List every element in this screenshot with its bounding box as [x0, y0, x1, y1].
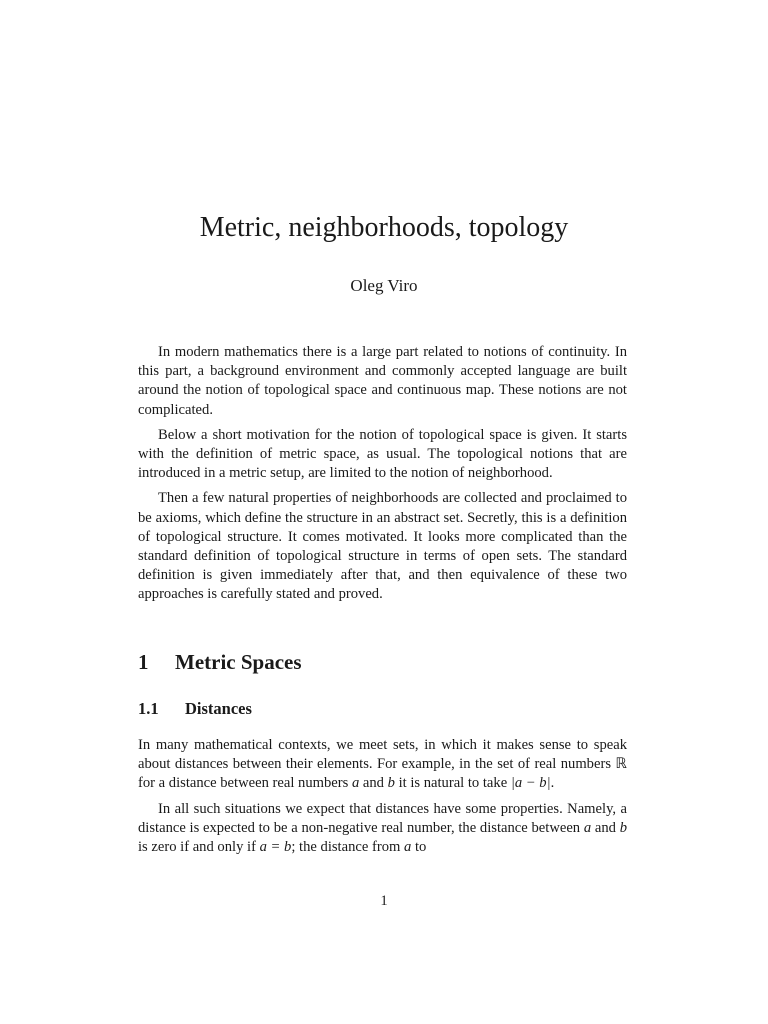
text-run: to: [411, 839, 427, 856]
math-expression: |a − b|: [510, 775, 551, 792]
math-variable: b: [619, 819, 628, 836]
paper-author: Oleg Viro: [350, 276, 418, 295]
text-run: is zero if and only if: [138, 839, 260, 856]
page-number: 1: [380, 893, 388, 909]
paper-title: Metric, neighborhoods, topology: [199, 212, 569, 243]
text-run: ; the distance from: [291, 839, 405, 856]
subsection-title: Distances: [185, 699, 252, 718]
subsection-number: 1.1: [138, 699, 159, 718]
text-run: In all such situations we expect that distances have some properties. Namely, a distance is expected to be a non-negative real number, the distance between: [138, 800, 627, 836]
abstract-paragraph: In modern mathematics there is a large part related to notions of continuity. In this part, a background environment and commonly accepted language are built around the notion of topological space and continuous map. These notions are not complicated.: [138, 344, 627, 418]
text-run: .: [550, 775, 555, 792]
math-variable: a: [351, 775, 360, 792]
section-number: 1: [138, 650, 149, 674]
section-body: [138, 736, 627, 863]
body-paragraph: [138, 800, 627, 858]
subsection-heading: [138, 699, 252, 719]
math-variable: a: [404, 839, 412, 856]
section-title: Metric Spaces: [175, 650, 302, 674]
abstract-paragraph: Then a few natural properties of neighborhoods are collected and proclaimed to be axioms, which define the structure in an abstract set. Secretly, this is a definition of topological structure. It comes motivated. It looks more complicated than the standard definition of topological structure in terms of open sets. The standard definition is given immediately after that, and then equivalence of these two approaches is carefully stated and proved.: [138, 490, 627, 603]
text-run: In many mathematical contexts, we meet sets, in which it makes sense to speak about distances between their elements. For example, in the set of real numbers ℝ for a distance between real numbers: [138, 737, 627, 792]
text-run: it is natural to take: [394, 775, 511, 792]
abstract: [138, 343, 627, 611]
body-paragraph: [138, 736, 627, 794]
math-expression: a = b: [259, 839, 292, 856]
section-heading: [138, 650, 302, 675]
abstract-paragraph: Below a short motivation for the notion of topological space is given. It starts with the definition of metric space, as usual. The topological notions that are introduced in a metric setup, are limited to the notion of neighborhood.: [138, 426, 627, 482]
text-run: and: [359, 775, 388, 792]
text-run: and: [591, 819, 620, 836]
math-variable: b: [387, 775, 395, 792]
math-variable: a: [583, 819, 592, 836]
